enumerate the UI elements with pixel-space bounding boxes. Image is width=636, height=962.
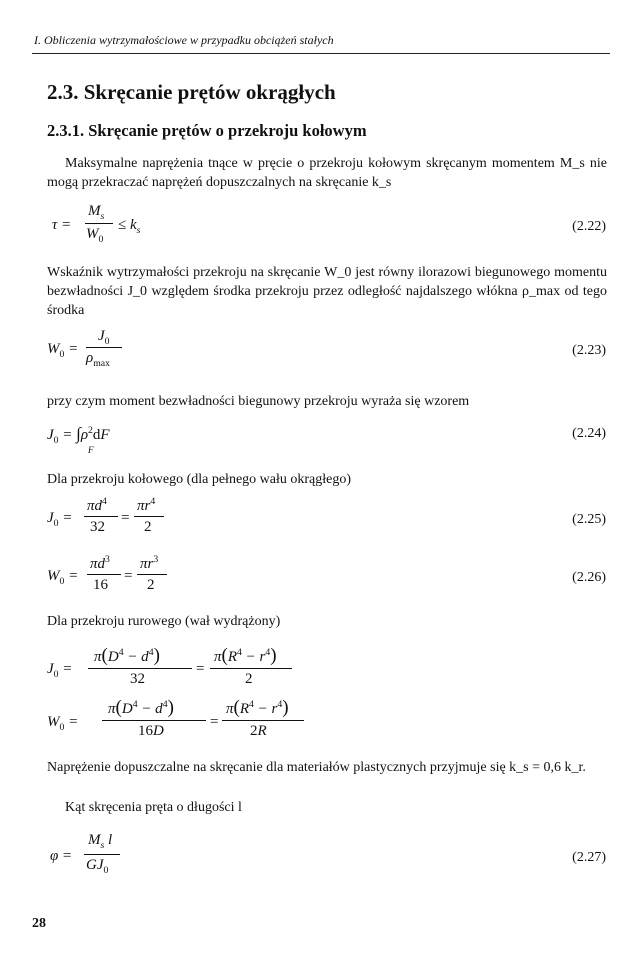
paragraph-6 (47, 758, 607, 777)
paragraph-5-text: Dla przekroju rurowego (wał wydrążony) (47, 614, 281, 629)
paragraph-7 (47, 798, 607, 817)
equation-number-2-25: (2.25) (572, 512, 606, 527)
running-header: I. Obliczenia wytrzymałościowe w przypadku obciążeń stałych (34, 33, 334, 47)
header-rule (32, 53, 610, 54)
paragraph-1 (47, 154, 607, 192)
section-title: 2.3. Skręcanie prętów okrągłych (47, 80, 336, 104)
paragraph-5 (47, 612, 607, 631)
paragraph-4 (47, 470, 607, 489)
equation-number-2-23: (2.23) (572, 343, 606, 358)
equation-number-2-22: (2.22) (572, 219, 606, 234)
paragraph-7-text: Kąt skręcenia pręta o długości l (65, 800, 242, 815)
subsection-title: 2.3.1. Skręcanie prętów o przekroju kołowym (47, 121, 367, 140)
paragraph-6-text: Naprężenie dopuszczalne na skręcanie dla materiałów plastycznych przyjmuje się k_s = 0,6 k_r. (47, 760, 586, 775)
paragraph-2 (47, 263, 607, 320)
equation-number-2-24: (2.24) (572, 426, 606, 441)
paragraph-2-text: Wskaźnik wytrzymałości przekroju na skręcanie W_0 jest równy ilorazowi biegunowego momentu bezwładności J_0 względem środka przekroju przez odległość najdalszego włókna ρ_max od tego środka (47, 265, 607, 318)
paragraph-3-text: przy czym moment bezwładności biegunowy przekroju wyraża się wzorem (47, 394, 470, 409)
page-number: 28 (32, 916, 46, 931)
equation-number-2-26: (2.26) (572, 570, 606, 585)
paragraph-1-text: Maksymalne naprężenia tnące w pręcie o przekroju kołowym skręcanym momentem M_s nie mogą przekraczać naprężeń dopuszczalnych na skręcanie k_s (47, 156, 607, 190)
paragraph-3 (47, 392, 607, 411)
paragraph-4-text: Dla przekroju kołowego (dla pełnego wału okrągłego) (47, 472, 352, 487)
equation-number-2-27: (2.27) (572, 850, 606, 865)
